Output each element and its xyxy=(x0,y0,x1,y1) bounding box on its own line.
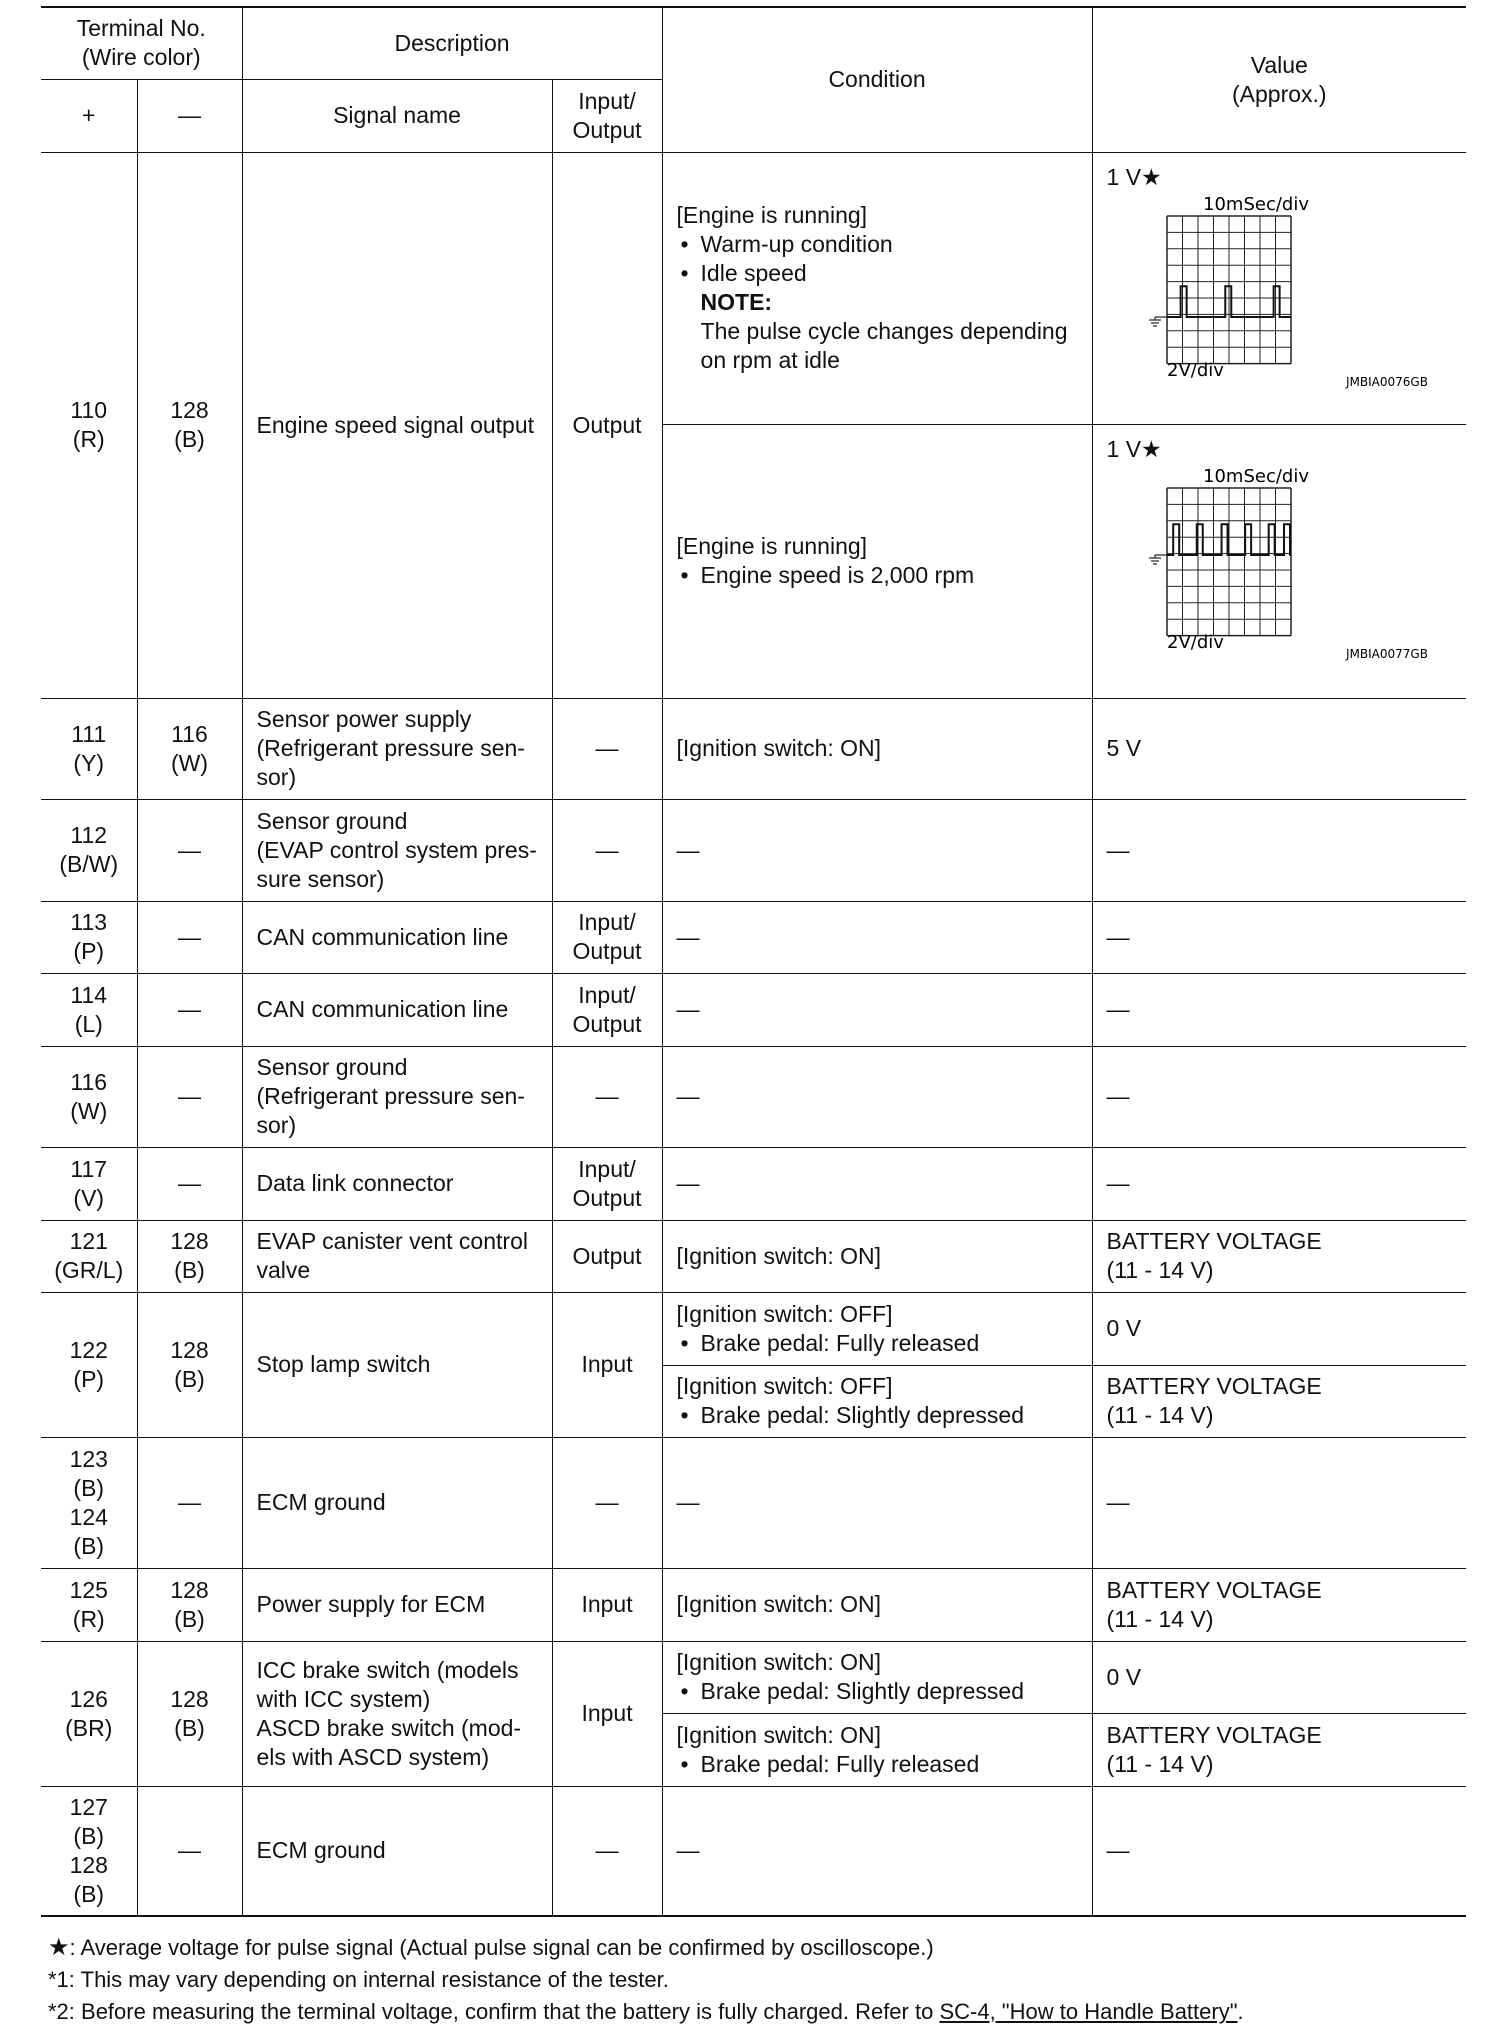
condition-head: [Ignition switch: ON] xyxy=(676,1721,882,1748)
condition: [Ignition switch: ON] xyxy=(662,698,1092,799)
signal-name: ICC brake switch (models with ICC system) ASCD brake switch (mod- els with ASCD system) xyxy=(242,1641,552,1786)
condition-bullet: • Idle speed xyxy=(677,259,1078,288)
signal-name: EVAP canister vent control valve xyxy=(242,1220,552,1292)
condition-bullet: • Brake pedal: Slightly depressed xyxy=(677,1401,1078,1430)
header-terminal-no: Terminal No. (Wire color) xyxy=(41,7,242,79)
condition-head: [Ignition switch: OFF] xyxy=(676,1373,893,1399)
signal-name: Stop lamp switch xyxy=(242,1292,552,1437)
condition-bullet: • Brake pedal: Fully released xyxy=(677,1329,1078,1358)
footnote-2-suffix: . xyxy=(1237,1999,1244,2024)
signal-name: Sensor power supply (Refrigerant pressure sen- sor) xyxy=(242,698,552,799)
terminal-minus: 128 (B) xyxy=(137,152,242,698)
terminal-minus: — xyxy=(137,799,242,901)
signal-name: ECM ground xyxy=(242,1786,552,1916)
value: 5 V xyxy=(1092,698,1466,799)
condition xyxy=(662,1641,1092,1713)
table-row xyxy=(41,1046,1466,1147)
header-minus: — xyxy=(137,79,242,152)
input-output: — xyxy=(552,1046,662,1147)
input-output: Input xyxy=(552,1641,662,1786)
condition xyxy=(662,1713,1092,1786)
terminal-minus: — xyxy=(137,901,242,973)
condition-head: [Engine is running] xyxy=(676,202,868,228)
condition xyxy=(662,1292,1092,1365)
input-output: Input/ Output xyxy=(552,1147,662,1220)
input-output: Input/ Output xyxy=(552,973,662,1046)
input-output: — xyxy=(552,1786,662,1916)
table-row xyxy=(41,901,1466,973)
value: — xyxy=(1092,1147,1466,1220)
ground-symbol xyxy=(1149,555,1167,564)
signal-name: Engine speed signal output xyxy=(242,152,552,698)
figure-code: JMBIA0076GB xyxy=(1345,374,1428,389)
value: BATTERY VOLTAGE (11 - 14 V) xyxy=(1092,1713,1466,1786)
input-output: — xyxy=(552,698,662,799)
header-input-output: Input/ Output xyxy=(552,79,662,152)
terminal-minus: 116 (W) xyxy=(137,698,242,799)
terminal-minus: 128 (B) xyxy=(137,1568,242,1641)
footnote-1: *1: This may vary depending on internal resistance of the tester. xyxy=(48,1967,669,1992)
terminal-plus: 121 (GR/L) xyxy=(41,1220,137,1292)
figure-code: JMBIA0077GB xyxy=(1345,646,1428,661)
input-output: Input xyxy=(552,1568,662,1641)
footnote-2 xyxy=(48,1996,1244,2028)
ground-symbol xyxy=(1149,317,1167,326)
input-output: Output xyxy=(552,1220,662,1292)
value: BATTERY VOLTAGE (11 - 14 V) xyxy=(1092,1568,1466,1641)
condition-bullet: • Engine speed is 2,000 rpm xyxy=(677,561,1078,590)
terminal-plus: 116 (W) xyxy=(41,1046,137,1147)
signal-name: Sensor ground (EVAP control system pres- sure sensor) xyxy=(242,799,552,901)
condition xyxy=(662,424,1092,698)
value: — xyxy=(1092,1437,1466,1568)
table-row xyxy=(41,1568,1466,1641)
value: BATTERY VOLTAGE (11 - 14 V) xyxy=(1092,1220,1466,1292)
scope-value: 1 V★ xyxy=(1106,163,1162,190)
table-row xyxy=(41,799,1466,901)
value: — xyxy=(1092,799,1466,901)
scope-volt-label: 2V/div xyxy=(1166,631,1224,653)
oscilloscope-waveform-2000rpm xyxy=(1107,466,1452,686)
terminal-plus: 123 (B) 124 (B) xyxy=(41,1437,137,1568)
oscilloscope-waveform-idle xyxy=(1107,194,1452,414)
condition: — xyxy=(662,901,1092,973)
table-row xyxy=(41,1641,1466,1713)
header-condition: Condition xyxy=(662,7,1092,152)
scope-value: 1 V★ xyxy=(1106,435,1162,462)
value-cell xyxy=(1092,424,1466,698)
condition: — xyxy=(662,1046,1092,1147)
condition-head: [Engine is running] xyxy=(676,533,868,559)
footnote-2-text: *2: Before measuring the terminal voltage, confirm that the battery is fully charged. Refer to xyxy=(48,1999,940,2024)
signal-name: CAN communication line xyxy=(242,901,552,973)
value: BATTERY VOLTAGE (11 - 14 V) xyxy=(1092,1365,1466,1437)
signal-name: Power supply for ECM xyxy=(242,1568,552,1641)
terminal-minus: — xyxy=(137,1437,242,1568)
terminal-plus: 111 (Y) xyxy=(41,698,137,799)
input-output: Output xyxy=(552,152,662,698)
terminal-plus: 114 (L) xyxy=(41,973,137,1046)
value: 0 V xyxy=(1092,1641,1466,1713)
battery-reference-link[interactable]: SC-4, "How to Handle Battery" xyxy=(939,1999,1238,2024)
terminal-plus: 126 (BR) xyxy=(41,1641,137,1786)
value: — xyxy=(1092,901,1466,973)
note-text: The pulse cycle changes depending on rpm at idle xyxy=(700,318,1068,373)
condition: — xyxy=(662,799,1092,901)
table-row xyxy=(41,1437,1466,1568)
scope-time-label: 10mSec/div xyxy=(1202,465,1309,487)
note-label: NOTE: xyxy=(700,289,773,315)
footnote-star-text: : Average voltage for pulse signal (Actual pulse signal can be confirmed by oscilloscope.) xyxy=(69,1935,934,1960)
table-row xyxy=(41,152,1466,424)
input-output: — xyxy=(552,1437,662,1568)
terminal-plus: 110 (R) xyxy=(41,152,137,698)
terminal-minus: — xyxy=(137,1786,242,1916)
condition: — xyxy=(662,1437,1092,1568)
table-row xyxy=(41,1220,1466,1292)
condition: [Ignition switch: ON] xyxy=(662,1568,1092,1641)
terminal-minus: — xyxy=(137,1046,242,1147)
terminal-plus: 113 (P) xyxy=(41,901,137,973)
table-row xyxy=(41,973,1466,1046)
table-row xyxy=(41,698,1466,799)
input-output: — xyxy=(552,799,662,901)
value: — xyxy=(1092,973,1466,1046)
terminal-minus: — xyxy=(137,1147,242,1220)
condition: [Ignition switch: ON] xyxy=(662,1220,1092,1292)
input-output: Input xyxy=(552,1292,662,1437)
terminal-minus: — xyxy=(137,973,242,1046)
header-value: Value (Approx.) xyxy=(1092,7,1466,152)
footnotes xyxy=(48,1932,1244,2028)
table-row xyxy=(41,1292,1466,1365)
header-description: Description xyxy=(242,7,662,79)
value: 0 V xyxy=(1092,1292,1466,1365)
footnote-star xyxy=(48,1932,1244,1964)
condition: — xyxy=(662,1147,1092,1220)
terminal-plus: 122 (P) xyxy=(41,1292,137,1437)
condition xyxy=(662,152,1092,424)
signal-name: ECM ground xyxy=(242,1437,552,1568)
terminal-plus: 112 (B/W) xyxy=(41,799,137,901)
input-output: Input/ Output xyxy=(552,901,662,973)
value: — xyxy=(1092,1046,1466,1147)
terminal-plus: 127 (B) 128 (B) xyxy=(41,1786,137,1916)
signal-name: Data link connector xyxy=(242,1147,552,1220)
signal-name: CAN communication line xyxy=(242,973,552,1046)
terminal-minus: 128 (B) xyxy=(137,1292,242,1437)
terminal-minus: 128 (B) xyxy=(137,1641,242,1786)
condition: — xyxy=(662,973,1092,1046)
condition-head: [Ignition switch: ON] xyxy=(676,1649,882,1675)
scope-volt-label: 2V/div xyxy=(1166,359,1224,381)
scope-grid xyxy=(1167,216,1291,364)
condition-bullet: • Warm-up condition xyxy=(677,230,1078,259)
terminal-plus: 125 (R) xyxy=(41,1568,137,1641)
terminal-table xyxy=(41,6,1466,1917)
header-plus: + xyxy=(41,79,137,152)
condition xyxy=(662,1365,1092,1437)
table-row xyxy=(41,1786,1466,1916)
condition-head: [Ignition switch: OFF] xyxy=(676,1300,893,1327)
signal-name: Sensor ground (Refrigerant pressure sen- sor) xyxy=(242,1046,552,1147)
terminal-minus: 128 (B) xyxy=(137,1220,242,1292)
condition-bullet: • Brake pedal: Slightly depressed xyxy=(677,1677,1078,1706)
terminal-plus: 117 (V) xyxy=(41,1147,137,1220)
header-signal-name: Signal name xyxy=(242,79,552,152)
condition-bullet: • Brake pedal: Fully released xyxy=(677,1750,1078,1779)
scope-time-label: 10mSec/div xyxy=(1202,193,1309,215)
condition: — xyxy=(662,1786,1092,1916)
table-row xyxy=(41,1147,1466,1220)
scope-grid xyxy=(1167,488,1291,636)
value: — xyxy=(1092,1786,1466,1916)
star-icon: ★ xyxy=(48,1934,70,1961)
value-cell xyxy=(1092,152,1466,424)
